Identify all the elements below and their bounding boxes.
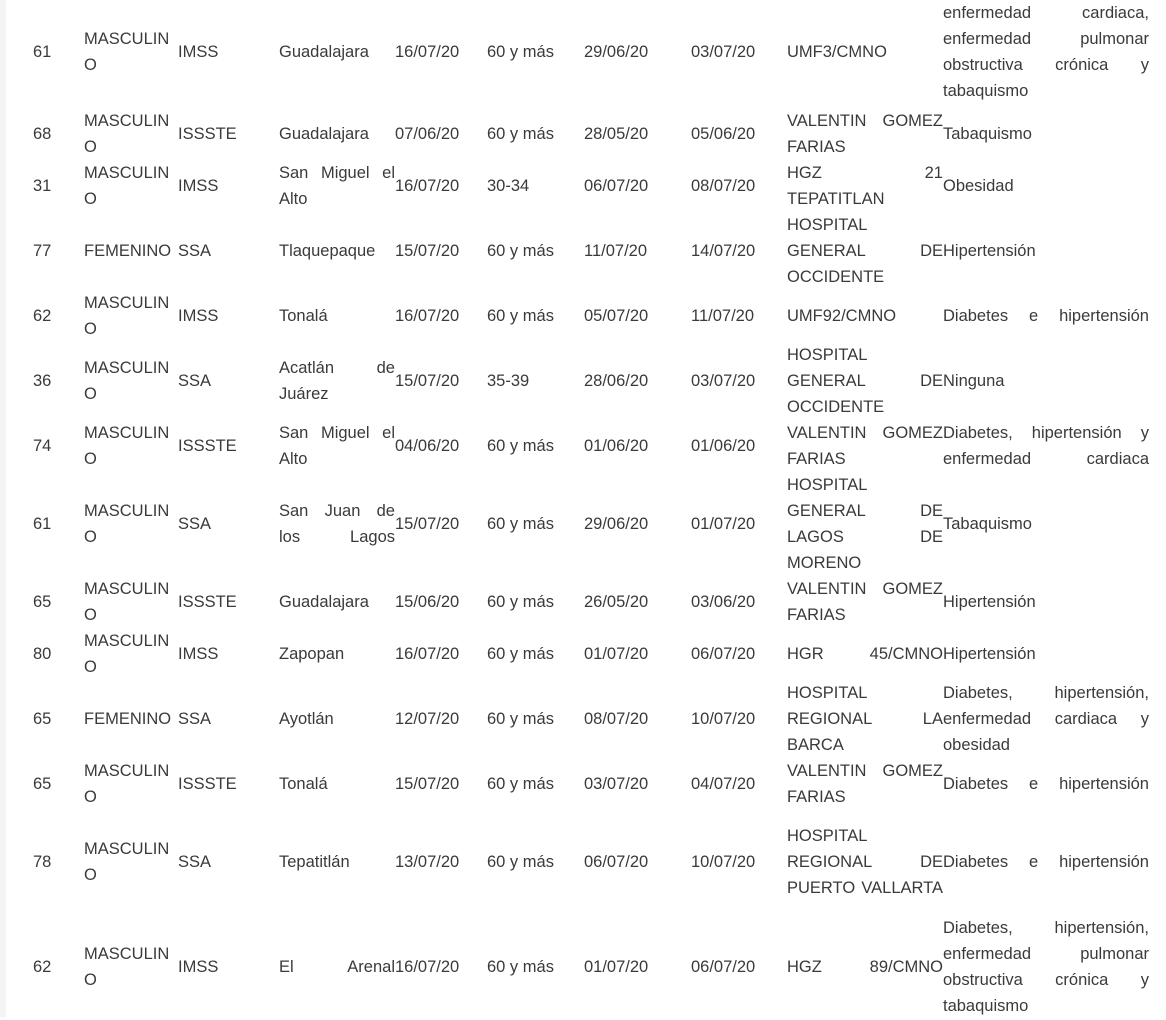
- cell-sexo: [84, 0, 178, 112]
- cell-fecha-2: [584, 576, 690, 628]
- cell-sexo: [84, 342, 178, 420]
- cell-comorbilidades-text: Diabetes e hipertensión: [943, 307, 1149, 325]
- cell-institucion-text: SSA: [178, 242, 212, 260]
- cell-municipio: [279, 290, 395, 342]
- cell-institucion-text: ISSSTE: [178, 437, 237, 455]
- cell-edad-text: 31: [33, 177, 52, 195]
- cell-institucion-text: IMSS: [178, 42, 219, 61]
- cell-comorbilidades: [943, 810, 1149, 914]
- cell-municipio: [279, 628, 395, 680]
- cell-fecha-2: [584, 212, 690, 290]
- cell-hospital-text: VALENTIN GOMEZ FARIAS: [787, 762, 943, 806]
- cell-municipio: [279, 576, 395, 628]
- cell-municipio: [279, 914, 395, 1020]
- cell-fecha-1: [395, 472, 487, 576]
- cell-sexo-text: MASCULINO: [84, 580, 170, 624]
- cell-fecha-1-text: 16/07/20: [395, 307, 460, 325]
- cell-grupo-edad-text: 60 y más: [487, 242, 554, 260]
- cell-hospital-text: HGZ 89/CMNO: [787, 958, 943, 976]
- cell-institucion: [178, 0, 278, 112]
- cell-comorbilidades: [943, 160, 1149, 212]
- cell-fecha-1-text: 15/06/20: [395, 593, 460, 611]
- cell-fecha-2: [584, 472, 690, 576]
- cell-comorbilidades-text: Diabetes, hipertensión, enfermedad pulmonar obstructiva crónica y tabaquismo: [943, 919, 1149, 1015]
- cell-municipio-text: Guadalajara: [279, 42, 369, 61]
- cell-edad: [33, 160, 83, 212]
- cell-fecha-3-text: 14/07/20: [691, 242, 756, 260]
- cell-fecha-1: [395, 680, 487, 758]
- cell-grupo-edad: [487, 290, 584, 342]
- cell-comorbilidades: [943, 914, 1149, 1020]
- cell-comorbilidades-text: Obesidad: [943, 177, 1014, 195]
- cell-sexo-text: MASCULINO: [84, 29, 170, 74]
- cell-hospital: [787, 472, 943, 576]
- cell-grupo-edad-text: 35-39: [487, 372, 530, 390]
- cell-comorbilidades-text: Tabaquismo: [943, 125, 1032, 143]
- cell-comorbilidades-text: Diabetes, hipertensión, enfermedad cardiaca y obesidad: [943, 684, 1149, 754]
- cell-fecha-1-text: 16/07/20: [395, 177, 460, 195]
- cell-edad-text: 62: [33, 307, 52, 325]
- cell-fecha-3: [691, 472, 787, 576]
- cell-municipio: [279, 472, 395, 576]
- cell-edad-text: 36: [33, 372, 52, 390]
- cell-sexo: [84, 290, 178, 342]
- cell-fecha-3: [691, 576, 787, 628]
- cell-edad-text: 61: [33, 42, 52, 61]
- cell-municipio-text: San Juan de los Lagos: [279, 502, 395, 546]
- cell-fecha-2-text: 01/07/20: [584, 958, 649, 976]
- table-row: [33, 0, 1149, 112]
- cell-fecha-2-text: 06/07/20: [584, 853, 649, 871]
- table-row: [33, 576, 1149, 628]
- cell-comorbilidades: [943, 212, 1149, 290]
- cell-edad-text: 65: [33, 775, 52, 793]
- cell-institucion: [178, 758, 278, 810]
- cell-fecha-1: [395, 342, 487, 420]
- cell-edad-text: 78: [33, 853, 52, 871]
- cell-edad: [33, 342, 83, 420]
- cell-fecha-2: [584, 108, 690, 160]
- cell-sexo-text: MASCULINO: [84, 359, 170, 403]
- cell-comorbilidades: [943, 108, 1149, 160]
- cell-fecha-2-text: 11/07/20: [584, 242, 648, 260]
- cell-hospital: [787, 160, 943, 212]
- cell-fecha-2-text: 26/05/20: [584, 593, 649, 611]
- cell-institucion-text: ISSSTE: [178, 593, 237, 611]
- cell-comorbilidades-text: Tabaquismo: [943, 515, 1032, 533]
- cell-hospital: [787, 680, 943, 758]
- cell-fecha-1: [395, 628, 487, 680]
- table-row: [33, 342, 1149, 420]
- table-row: [33, 160, 1149, 212]
- cell-grupo-edad: [487, 472, 584, 576]
- cell-institucion-text: SSA: [178, 710, 212, 728]
- cell-grupo-edad-text: 60 y más: [487, 853, 554, 871]
- cell-institucion: [178, 680, 278, 758]
- table-row: [33, 758, 1149, 810]
- cell-hospital-text: VALENTIN GOMEZ FARIAS: [787, 112, 943, 156]
- table-row: [33, 810, 1149, 914]
- cell-fecha-2: [584, 0, 690, 112]
- page-left-border: [0, 0, 6, 1017]
- cell-fecha-2-text: 28/06/20: [584, 372, 649, 390]
- cell-edad-text: 80: [33, 645, 52, 663]
- cell-municipio-text: San Miguel el Alto: [279, 164, 395, 208]
- cell-edad: [33, 290, 83, 342]
- cell-fecha-1: [395, 576, 487, 628]
- cell-fecha-1-text: 15/07/20: [395, 242, 460, 260]
- cell-comorbilidades: [943, 290, 1149, 342]
- cell-grupo-edad: [487, 576, 584, 628]
- cell-comorbilidades-text: Ninguna: [943, 372, 1005, 390]
- cell-fecha-1-text: 04/06/20: [395, 437, 460, 455]
- cell-edad: [33, 472, 83, 576]
- cell-sexo: [84, 420, 178, 472]
- cell-edad: [33, 420, 83, 472]
- cell-sexo: [84, 914, 178, 1020]
- cell-edad: [33, 212, 83, 290]
- cell-hospital-text: HOSPITAL REGIONAL LA BARCA: [787, 684, 943, 754]
- cell-edad: [33, 758, 83, 810]
- cell-grupo-edad-text: 60 y más: [487, 593, 554, 611]
- cell-fecha-3: [691, 342, 787, 420]
- cell-edad: [33, 680, 83, 758]
- cell-fecha-3: [691, 290, 787, 342]
- cell-fecha-2-text: 28/05/20: [584, 125, 649, 143]
- cell-edad-text: 62: [33, 958, 52, 976]
- cell-grupo-edad-text: 60 y más: [487, 775, 554, 793]
- cell-grupo-edad: [487, 212, 584, 290]
- cell-sexo-text: MASCULINO: [84, 164, 170, 208]
- cell-municipio: [279, 758, 395, 810]
- cell-sexo-text: MASCULINO: [84, 294, 170, 338]
- cell-fecha-3: [691, 680, 787, 758]
- cell-fecha-3-text: 03/06/20: [691, 593, 756, 611]
- cell-municipio: [279, 810, 395, 914]
- cell-grupo-edad: [487, 914, 584, 1020]
- cell-municipio-text: Ayotlán: [279, 710, 334, 728]
- cell-grupo-edad: [487, 810, 584, 914]
- cell-fecha-2-text: 29/06/20: [584, 515, 649, 533]
- cell-hospital: [787, 914, 943, 1020]
- cell-fecha-3-text: 06/07/20: [691, 958, 756, 976]
- cell-comorbilidades: [943, 680, 1149, 758]
- cell-fecha-2: [584, 628, 690, 680]
- cell-fecha-1-text: 15/07/20: [395, 515, 460, 533]
- cell-fecha-2-text: 03/07/20: [584, 775, 649, 793]
- cell-grupo-edad: [487, 342, 584, 420]
- cell-comorbilidades-text: Diabetes e hipertensión: [943, 775, 1149, 793]
- cell-hospital-text: HOSPITAL GENERAL DE OCCIDENTE: [787, 216, 943, 286]
- cell-comorbilidades-text: Hipertensión: [943, 242, 1036, 260]
- cell-sexo: [84, 472, 178, 576]
- cell-fecha-1: [395, 420, 487, 472]
- cell-grupo-edad: [487, 758, 584, 810]
- cell-grupo-edad-text: 60 y más: [487, 958, 554, 976]
- cell-hospital-text: HGR 45/CMNO: [787, 645, 943, 663]
- cell-hospital-text: HGZ 21 TEPATITLAN: [787, 164, 943, 208]
- table-row: [33, 914, 1149, 1020]
- cell-sexo: [84, 810, 178, 914]
- cell-fecha-2: [584, 758, 690, 810]
- cell-fecha-2: [584, 810, 690, 914]
- cell-hospital: [787, 628, 943, 680]
- cell-edad: [33, 810, 83, 914]
- table-row: [33, 290, 1149, 342]
- cell-municipio: [279, 680, 395, 758]
- cell-municipio: [279, 212, 395, 290]
- cell-grupo-edad-text: 60 y más: [487, 710, 554, 728]
- cell-institucion: [178, 108, 278, 160]
- cell-fecha-1-text: 15/07/20: [395, 372, 460, 390]
- cell-hospital-text: VALENTIN GOMEZ FARIAS: [787, 580, 943, 624]
- cell-sexo: [84, 680, 178, 758]
- cell-fecha-3-text: 01/06/20: [691, 437, 756, 455]
- cell-edad: [33, 0, 83, 112]
- cell-grupo-edad: [487, 420, 584, 472]
- cell-comorbilidades: [943, 342, 1149, 420]
- cell-edad-text: 74: [33, 437, 52, 455]
- cell-fecha-3-text: 04/07/20: [691, 775, 756, 793]
- cell-fecha-3: [691, 420, 787, 472]
- cell-fecha-1-text: 12/07/20: [395, 710, 460, 728]
- cell-institucion-text: IMSS: [178, 645, 219, 663]
- cell-fecha-2: [584, 420, 690, 472]
- cell-comorbilidades-text: Hipertensión: [943, 593, 1036, 611]
- cell-sexo-text: MASCULINO: [84, 840, 170, 884]
- cell-edad-text: 65: [33, 710, 52, 728]
- cell-fecha-1-text: 13/07/20: [395, 853, 460, 871]
- cell-hospital-text: VALENTIN GOMEZ FARIAS: [787, 424, 943, 468]
- cell-comorbilidades-text: Diabetes, hipertensión y enfermedad cardiaca: [943, 424, 1149, 468]
- cell-comorbilidades-text: Hipertensión: [943, 645, 1036, 663]
- cell-sexo: [84, 758, 178, 810]
- cell-municipio-text: Tepatitlán: [279, 853, 350, 871]
- cell-comorbilidades: [943, 0, 1149, 112]
- cell-hospital-text: HOSPITAL REGIONAL DE PUERTO VALLARTA: [787, 827, 943, 897]
- cell-fecha-2: [584, 160, 690, 212]
- cell-hospital-text: UMF92/CMNO: [787, 307, 897, 325]
- cell-fecha-1: [395, 108, 487, 160]
- cell-grupo-edad: [487, 0, 584, 112]
- cell-fecha-3-text: 08/07/20: [691, 177, 756, 195]
- cell-hospital: [787, 576, 943, 628]
- cell-institucion-text: SSA: [178, 515, 212, 533]
- cell-fecha-3: [691, 160, 787, 212]
- cell-hospital-text: HOSPITAL GENERAL DE LAGOS DE MORENO: [787, 476, 943, 572]
- cell-grupo-edad-text: 60 y más: [487, 42, 554, 61]
- cell-institucion: [178, 342, 278, 420]
- cell-grupo-edad-text: 60 y más: [487, 125, 554, 143]
- cell-hospital: [787, 212, 943, 290]
- cell-fecha-1: [395, 290, 487, 342]
- cell-fecha-2-text: 05/07/20: [584, 307, 649, 325]
- cell-edad-text: 65: [33, 593, 52, 611]
- cell-fecha-2-text: 06/07/20: [584, 177, 649, 195]
- cell-fecha-3: [691, 0, 787, 112]
- cell-sexo: [84, 576, 178, 628]
- cell-grupo-edad-text: 30-34: [487, 177, 530, 195]
- table-row: [33, 420, 1149, 472]
- cell-grupo-edad-text: 60 y más: [487, 645, 554, 663]
- cell-institucion-text: ISSSTE: [178, 775, 237, 793]
- cell-hospital: [787, 758, 943, 810]
- cell-fecha-1-text: 16/07/20: [395, 42, 460, 61]
- cell-fecha-2: [584, 914, 690, 1020]
- cell-grupo-edad: [487, 628, 584, 680]
- cell-fecha-3-text: 03/07/20: [691, 372, 756, 390]
- cell-fecha-3-text: 03/07/20: [691, 42, 756, 61]
- cell-institucion: [178, 914, 278, 1020]
- cell-fecha-1: [395, 160, 487, 212]
- cell-fecha-1-text: 16/07/20: [395, 958, 460, 976]
- cell-grupo-edad-text: 60 y más: [487, 515, 554, 533]
- table-row: [33, 680, 1149, 758]
- cell-hospital: [787, 0, 943, 112]
- cell-fecha-3-text: 10/07/20: [691, 853, 756, 871]
- cell-fecha-2-text: 01/06/20: [584, 437, 649, 455]
- cell-fecha-1-text: 16/07/20: [395, 645, 460, 663]
- cell-fecha-3: [691, 108, 787, 160]
- cell-institucion: [178, 290, 278, 342]
- cell-edad-text: 77: [33, 242, 52, 260]
- table-row: [33, 108, 1149, 160]
- cell-institucion-text: SSA: [178, 853, 212, 871]
- cell-grupo-edad: [487, 680, 584, 758]
- cell-fecha-2-text: 01/07/20: [584, 645, 649, 663]
- cell-comorbilidades: [943, 576, 1149, 628]
- cell-fecha-3-text: 01/07/20: [691, 515, 756, 533]
- cell-institucion: [178, 810, 278, 914]
- cell-fecha-1: [395, 810, 487, 914]
- cell-hospital: [787, 342, 943, 420]
- cell-sexo-text: MASCULINO: [84, 632, 170, 676]
- cell-fecha-1: [395, 758, 487, 810]
- cell-hospital: [787, 290, 943, 342]
- cell-sexo: [84, 108, 178, 160]
- cell-grupo-edad-text: 60 y más: [487, 437, 554, 455]
- cell-fecha-2-text: 29/06/20: [584, 42, 649, 61]
- cell-comorbilidades: [943, 420, 1149, 472]
- cell-institucion: [178, 160, 278, 212]
- cell-municipio: [279, 420, 395, 472]
- cell-municipio-text: Tlaquepaque: [279, 242, 376, 260]
- cell-comorbilidades: [943, 758, 1149, 810]
- cell-sexo-text: MASCULINO: [84, 762, 170, 806]
- cell-fecha-1: [395, 212, 487, 290]
- cell-fecha-1: [395, 0, 487, 112]
- cell-municipio-text: Acatlán de Juárez: [279, 359, 395, 403]
- cell-fecha-1-text: 15/07/20: [395, 775, 460, 793]
- cell-edad-text: 68: [33, 125, 52, 143]
- cell-hospital-text: HOSPITAL GENERAL DE OCCIDENTE: [787, 346, 943, 416]
- cell-fecha-3-text: 10/07/20: [691, 710, 756, 728]
- cell-municipio-text: El Arenal: [279, 958, 395, 976]
- cell-fecha-3: [691, 914, 787, 1020]
- cell-edad: [33, 628, 83, 680]
- cell-institucion-text: IMSS: [178, 177, 219, 195]
- cell-sexo: [84, 212, 178, 290]
- cell-sexo-text: MASCULINO: [84, 502, 170, 546]
- cell-hospital-text: UMF3/CMNO: [787, 42, 887, 61]
- cell-comorbilidades-text: enfermedad cardiaca, enfermedad pulmonar obstructiva crónica y tabaquismo: [943, 3, 1149, 100]
- cell-municipio-text: San Miguel el Alto: [279, 424, 395, 468]
- cell-sexo: [84, 160, 178, 212]
- cell-municipio-text: Tonalá: [279, 307, 328, 325]
- cell-institucion: [178, 212, 278, 290]
- cell-fecha-3: [691, 628, 787, 680]
- cell-fecha-1: [395, 914, 487, 1020]
- cell-grupo-edad-text: 60 y más: [487, 307, 554, 325]
- cell-sexo-text: FEMENINO: [84, 242, 172, 260]
- cell-municipio: [279, 0, 395, 112]
- cell-fecha-3-text: 11/07/20: [691, 307, 755, 325]
- cell-sexo-text: MASCULINO: [84, 424, 170, 468]
- cell-grupo-edad: [487, 108, 584, 160]
- cell-municipio: [279, 108, 395, 160]
- cell-fecha-2-text: 08/07/20: [584, 710, 649, 728]
- cell-institucion-text: SSA: [178, 372, 212, 390]
- cell-fecha-1-text: 07/06/20: [395, 125, 460, 143]
- cell-hospital: [787, 108, 943, 160]
- cell-municipio-text: Tonalá: [279, 775, 328, 793]
- cell-municipio-text: Zapopan: [279, 645, 345, 663]
- cell-grupo-edad: [487, 160, 584, 212]
- cell-fecha-2: [584, 680, 690, 758]
- cell-fecha-2: [584, 290, 690, 342]
- cell-institucion: [178, 576, 278, 628]
- cell-hospital: [787, 420, 943, 472]
- cell-fecha-3: [691, 758, 787, 810]
- table-row: [33, 472, 1149, 576]
- cell-institucion-text: ISSSTE: [178, 125, 237, 143]
- cell-edad: [33, 576, 83, 628]
- cell-sexo-text: MASCULINO: [84, 112, 170, 156]
- cell-institucion: [178, 420, 278, 472]
- cell-sexo-text: MASCULINO: [84, 945, 170, 989]
- cell-fecha-3-text: 06/07/20: [691, 645, 756, 663]
- table-row: [33, 628, 1149, 680]
- cell-institucion: [178, 628, 278, 680]
- cell-comorbilidades-text: Diabetes e hipertensión: [943, 853, 1149, 871]
- cell-edad: [33, 914, 83, 1020]
- cell-institucion-text: IMSS: [178, 958, 219, 976]
- cell-fecha-3-text: 05/06/20: [691, 125, 756, 143]
- cell-municipio-text: Guadalajara: [279, 593, 369, 611]
- cell-hospital: [787, 810, 943, 914]
- cell-municipio-text: Guadalajara: [279, 125, 369, 143]
- cell-fecha-3: [691, 810, 787, 914]
- table-row: [33, 212, 1149, 290]
- cell-institucion: [178, 472, 278, 576]
- cell-comorbilidades: [943, 472, 1149, 576]
- cell-municipio: [279, 342, 395, 420]
- cell-institucion-text: IMSS: [178, 307, 219, 325]
- cell-edad-text: 61: [33, 515, 52, 533]
- cell-sexo-text: FEMENINO: [84, 710, 172, 728]
- cell-municipio: [279, 160, 395, 212]
- cell-fecha-2: [584, 342, 690, 420]
- cell-fecha-3: [691, 212, 787, 290]
- cell-comorbilidades: [943, 628, 1149, 680]
- cell-edad: [33, 108, 83, 160]
- cell-sexo: [84, 628, 178, 680]
